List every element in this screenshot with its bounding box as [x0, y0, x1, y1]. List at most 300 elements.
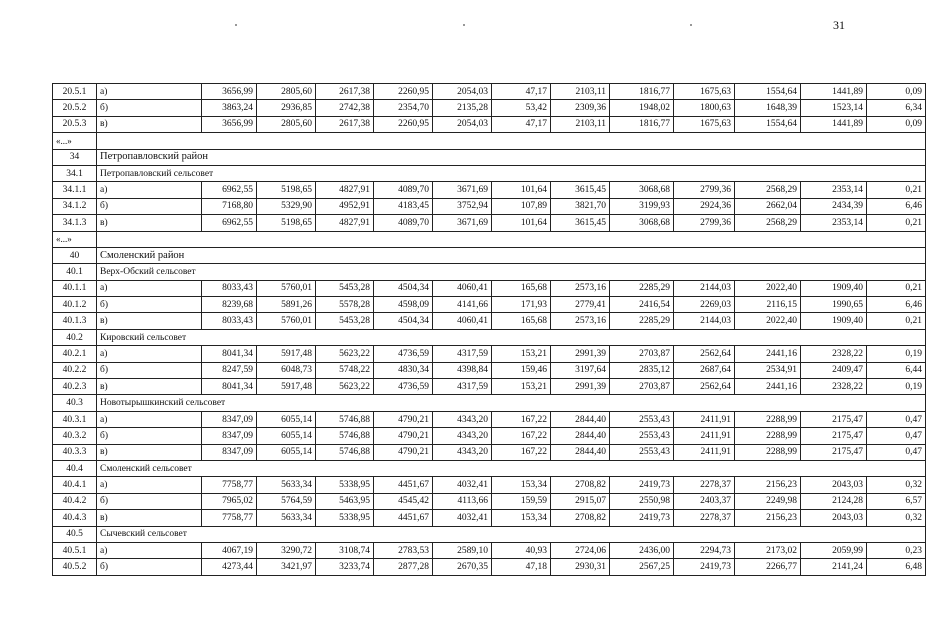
value-cell: 2799,36 [674, 215, 735, 231]
value-cell: 3615,45 [551, 215, 610, 231]
value-cell: 7965,02 [202, 493, 257, 509]
council-heading-row [53, 264, 926, 280]
value-cell: 4273,44 [202, 559, 257, 575]
value-cell: 2589,10 [433, 542, 492, 558]
table-row [53, 428, 926, 444]
value-cell: 2703,87 [610, 379, 674, 395]
value-cell: 4141,66 [433, 297, 492, 313]
value-cell: 5746,88 [316, 444, 374, 460]
value-cell: 2260,95 [374, 116, 433, 132]
table-row [53, 346, 926, 362]
value-cell: 5764,59 [257, 493, 316, 509]
value-cell: 6048,73 [257, 362, 316, 378]
scan-speck [463, 24, 465, 26]
value-cell: 5623,22 [316, 346, 374, 362]
row-code: 40.2.2 [53, 362, 97, 378]
value-cell: 4451,67 [374, 510, 433, 526]
row-variant: б) [97, 493, 202, 509]
value-cell: 2553,43 [610, 411, 674, 427]
row-variant: а) [97, 280, 202, 296]
row-variant: в) [97, 510, 202, 526]
value-cell: 8347,09 [202, 444, 257, 460]
row-code: 34.1.2 [53, 198, 97, 214]
value-cell: 2703,87 [610, 346, 674, 362]
value-cell: 2288,99 [735, 428, 801, 444]
value-cell: 4113,66 [433, 493, 492, 509]
value-cell: 2043,03 [801, 477, 867, 493]
value-cell: 5748,22 [316, 362, 374, 378]
council-title: Смоленский сельсовет [97, 460, 926, 476]
value-cell: 101,64 [492, 182, 551, 198]
table-body [53, 84, 926, 576]
row-variant: б) [97, 198, 202, 214]
table-row [53, 100, 926, 116]
council-heading-row [53, 329, 926, 345]
council-title: Петропавловский сельсовет [97, 165, 926, 181]
council-title: Кировский сельсовет [97, 329, 926, 345]
value-cell: 2567,25 [610, 559, 674, 575]
value-cell: 4504,34 [374, 280, 433, 296]
value-cell: 3068,68 [610, 215, 674, 231]
value-cell: 1648,39 [735, 100, 801, 116]
value-cell: 47,18 [492, 559, 551, 575]
value-cell: 2573,16 [551, 280, 610, 296]
value-cell: 5463,95 [316, 493, 374, 509]
row-code: 40.3.2 [53, 428, 97, 444]
value-cell: 2288,99 [735, 444, 801, 460]
value-cell: 2175,47 [801, 428, 867, 444]
value-cell: 5329,90 [257, 198, 316, 214]
value-cell: 5338,95 [316, 510, 374, 526]
value-cell: 40,93 [492, 542, 551, 558]
omission-blank [97, 133, 926, 149]
table-row [53, 477, 926, 493]
row-code: 20.5.3 [53, 116, 97, 132]
value-cell: 4827,91 [316, 182, 374, 198]
value-cell: 153,34 [492, 510, 551, 526]
value-cell: 2441,16 [735, 346, 801, 362]
table-row [53, 559, 926, 575]
row-code: 34.1.1 [53, 182, 97, 198]
row-variant: б) [97, 428, 202, 444]
value-cell: 4736,59 [374, 379, 433, 395]
value-cell: 101,64 [492, 215, 551, 231]
value-cell: 0,21 [867, 313, 926, 329]
value-cell: 2135,28 [433, 100, 492, 116]
row-code: 40.4.2 [53, 493, 97, 509]
value-cell: 0,09 [867, 84, 926, 100]
row-variant: в) [97, 313, 202, 329]
value-cell: 4343,20 [433, 411, 492, 427]
council-title: Верх-Обский сельсовет [97, 264, 926, 280]
value-cell: 3233,74 [316, 559, 374, 575]
value-cell: 167,22 [492, 411, 551, 427]
value-cell: 2936,85 [257, 100, 316, 116]
value-cell: 1909,40 [801, 313, 867, 329]
value-cell: 2805,60 [257, 116, 316, 132]
page-number: 31 [833, 18, 845, 32]
value-cell: 2103,11 [551, 84, 610, 100]
value-cell: 5453,28 [316, 280, 374, 296]
value-cell: 165,68 [492, 280, 551, 296]
council-code: 40.5 [53, 526, 97, 542]
council-code: 34.1 [53, 165, 97, 181]
value-cell: 107,89 [492, 198, 551, 214]
value-cell: 1816,77 [610, 84, 674, 100]
value-cell: 1441,89 [801, 116, 867, 132]
value-cell: 2175,47 [801, 411, 867, 427]
value-cell: 2144,03 [674, 280, 735, 296]
value-cell: 0,47 [867, 428, 926, 444]
value-cell: 8239,68 [202, 297, 257, 313]
omission-row [53, 133, 926, 149]
value-cell: 2278,37 [674, 510, 735, 526]
value-cell: 2550,98 [610, 493, 674, 509]
value-cell: 1554,64 [735, 116, 801, 132]
value-cell: 8347,09 [202, 428, 257, 444]
value-cell: 159,46 [492, 362, 551, 378]
table-row [53, 411, 926, 427]
value-cell: 2779,41 [551, 297, 610, 313]
value-cell: 5917,48 [257, 379, 316, 395]
value-cell: 6055,14 [257, 428, 316, 444]
value-cell: 2844,40 [551, 428, 610, 444]
row-variant: б) [97, 559, 202, 575]
value-cell: 3656,99 [202, 116, 257, 132]
value-cell: 2059,99 [801, 542, 867, 558]
value-cell: 1441,89 [801, 84, 867, 100]
value-cell: 2294,73 [674, 542, 735, 558]
district-code: 34 [53, 149, 97, 165]
value-cell: 4504,34 [374, 313, 433, 329]
value-cell: 7758,77 [202, 477, 257, 493]
value-cell: 2285,29 [610, 280, 674, 296]
council-title: Сычевский сельсовет [97, 526, 926, 542]
row-variant: а) [97, 411, 202, 427]
value-cell: 4343,20 [433, 444, 492, 460]
value-cell: 1800,63 [674, 100, 735, 116]
tariff-table [52, 83, 926, 576]
row-code: 40.2.1 [53, 346, 97, 362]
value-cell: 2411,91 [674, 428, 735, 444]
value-cell: 4089,70 [374, 215, 433, 231]
row-code: 40.3.1 [53, 411, 97, 427]
row-code: 40.5.1 [53, 542, 97, 558]
value-cell: 2573,16 [551, 313, 610, 329]
value-cell: 3290,72 [257, 542, 316, 558]
value-cell: 2411,91 [674, 444, 735, 460]
row-variant: в) [97, 116, 202, 132]
value-cell: 2434,39 [801, 198, 867, 214]
row-variant: а) [97, 182, 202, 198]
value-cell: 6055,14 [257, 411, 316, 427]
value-cell: 2924,36 [674, 198, 735, 214]
table-row [53, 313, 926, 329]
value-cell: 2835,12 [610, 362, 674, 378]
value-cell: 5633,34 [257, 477, 316, 493]
value-cell: 2534,91 [735, 362, 801, 378]
row-code: 20.5.1 [53, 84, 97, 100]
value-cell: 2441,16 [735, 379, 801, 395]
value-cell: 2266,77 [735, 559, 801, 575]
value-cell: 2022,40 [735, 313, 801, 329]
omission-marker: «...» [53, 231, 97, 247]
value-cell: 8247,59 [202, 362, 257, 378]
value-cell: 4183,45 [374, 198, 433, 214]
value-cell: 2708,82 [551, 477, 610, 493]
value-cell: 0,32 [867, 510, 926, 526]
value-cell: 2409,47 [801, 362, 867, 378]
value-cell: 2617,38 [316, 84, 374, 100]
value-cell: 159,59 [492, 493, 551, 509]
value-cell: 4790,21 [374, 411, 433, 427]
council-code: 40.4 [53, 460, 97, 476]
table-row [53, 362, 926, 378]
value-cell: 2288,99 [735, 411, 801, 427]
value-cell: 2144,03 [674, 313, 735, 329]
value-cell: 6,34 [867, 100, 926, 116]
value-cell: 5578,28 [316, 297, 374, 313]
value-cell: 3068,68 [610, 182, 674, 198]
value-cell: 0,21 [867, 182, 926, 198]
value-cell: 4451,67 [374, 477, 433, 493]
value-cell: 2269,03 [674, 297, 735, 313]
value-cell: 2328,22 [801, 379, 867, 395]
value-cell: 6,57 [867, 493, 926, 509]
value-cell: 4060,41 [433, 280, 492, 296]
value-cell: 2141,24 [801, 559, 867, 575]
value-cell: 6055,14 [257, 444, 316, 460]
value-cell: 8033,43 [202, 280, 257, 296]
value-cell: 7758,77 [202, 510, 257, 526]
council-code: 40.1 [53, 264, 97, 280]
value-cell: 5338,95 [316, 477, 374, 493]
value-cell: 2353,14 [801, 215, 867, 231]
value-cell: 2116,15 [735, 297, 801, 313]
value-cell: 2285,29 [610, 313, 674, 329]
value-cell: 4598,09 [374, 297, 433, 313]
value-cell: 2103,11 [551, 116, 610, 132]
row-code: 40.1.1 [53, 280, 97, 296]
value-cell: 3197,64 [551, 362, 610, 378]
omission-marker: «...» [53, 133, 97, 149]
row-code: 40.4.1 [53, 477, 97, 493]
value-cell: 2309,36 [551, 100, 610, 116]
value-cell: 2553,43 [610, 428, 674, 444]
council-heading-row [53, 526, 926, 542]
value-cell: 4343,20 [433, 428, 492, 444]
value-cell: 2553,43 [610, 444, 674, 460]
value-cell: 167,22 [492, 428, 551, 444]
value-cell: 2844,40 [551, 411, 610, 427]
value-cell: 2617,38 [316, 116, 374, 132]
value-cell: 0,21 [867, 215, 926, 231]
district-title: Смоленский район [97, 247, 926, 263]
value-cell: 2991,39 [551, 379, 610, 395]
row-code: 40.3.3 [53, 444, 97, 460]
row-variant: в) [97, 444, 202, 460]
value-cell: 6,46 [867, 297, 926, 313]
value-cell: 2844,40 [551, 444, 610, 460]
value-cell: 0,32 [867, 477, 926, 493]
value-cell: 2805,60 [257, 84, 316, 100]
row-variant: а) [97, 84, 202, 100]
value-cell: 4830,34 [374, 362, 433, 378]
value-cell: 4317,59 [433, 379, 492, 395]
value-cell: 5453,28 [316, 313, 374, 329]
value-cell: 1675,63 [674, 84, 735, 100]
value-cell: 2411,91 [674, 411, 735, 427]
value-cell: 4032,41 [433, 477, 492, 493]
value-cell: 2416,54 [610, 297, 674, 313]
value-cell: 2403,37 [674, 493, 735, 509]
value-cell: 0,21 [867, 280, 926, 296]
row-variant: а) [97, 542, 202, 558]
value-cell: 2708,82 [551, 510, 610, 526]
value-cell: 1523,14 [801, 100, 867, 116]
value-cell: 7168,80 [202, 198, 257, 214]
value-cell: 2328,22 [801, 346, 867, 362]
value-cell: 3656,99 [202, 84, 257, 100]
value-cell: 5198,65 [257, 215, 316, 231]
value-cell: 2562,64 [674, 379, 735, 395]
row-variant: в) [97, 379, 202, 395]
table-row [53, 493, 926, 509]
district-title: Петропавловский район [97, 149, 926, 165]
value-cell: 4060,41 [433, 313, 492, 329]
row-code: 40.4.3 [53, 510, 97, 526]
council-code: 40.2 [53, 329, 97, 345]
value-cell: 2799,36 [674, 182, 735, 198]
value-cell: 0,23 [867, 542, 926, 558]
value-cell: 2742,38 [316, 100, 374, 116]
value-cell: 2419,73 [674, 559, 735, 575]
value-cell: 4089,70 [374, 182, 433, 198]
value-cell: 3671,69 [433, 182, 492, 198]
value-cell: 4032,41 [433, 510, 492, 526]
table-row [53, 542, 926, 558]
value-cell: 3671,69 [433, 215, 492, 231]
value-cell: 6,44 [867, 362, 926, 378]
table-row [53, 280, 926, 296]
value-cell: 3615,45 [551, 182, 610, 198]
row-code: 20.5.2 [53, 100, 97, 116]
value-cell: 6,46 [867, 198, 926, 214]
value-cell: 2568,29 [735, 215, 801, 231]
value-cell: 2687,64 [674, 362, 735, 378]
value-cell: 4790,21 [374, 444, 433, 460]
value-cell: 2991,39 [551, 346, 610, 362]
value-cell: 3421,97 [257, 559, 316, 575]
value-cell: 47,17 [492, 84, 551, 100]
value-cell: 2930,31 [551, 559, 610, 575]
row-code: 40.1.2 [53, 297, 97, 313]
value-cell: 6,48 [867, 559, 926, 575]
omission-blank [97, 231, 926, 247]
value-cell: 2568,29 [735, 182, 801, 198]
value-cell: 1909,40 [801, 280, 867, 296]
value-cell: 2670,35 [433, 559, 492, 575]
value-cell: 153,34 [492, 477, 551, 493]
value-cell: 2915,07 [551, 493, 610, 509]
value-cell: 8033,43 [202, 313, 257, 329]
value-cell: 5746,88 [316, 411, 374, 427]
value-cell: 5633,34 [257, 510, 316, 526]
value-cell: 0,47 [867, 411, 926, 427]
row-variant: в) [97, 215, 202, 231]
value-cell: 2419,73 [610, 510, 674, 526]
value-cell: 2175,47 [801, 444, 867, 460]
row-variant: б) [97, 297, 202, 313]
value-cell: 5760,01 [257, 280, 316, 296]
value-cell: 3108,74 [316, 542, 374, 558]
district-heading-row [53, 247, 926, 263]
value-cell: 0,09 [867, 116, 926, 132]
row-variant: б) [97, 362, 202, 378]
council-heading-row [53, 460, 926, 476]
value-cell: 47,17 [492, 116, 551, 132]
value-cell: 5891,26 [257, 297, 316, 313]
value-cell: 153,21 [492, 346, 551, 362]
row-code: 40.2.3 [53, 379, 97, 395]
value-cell: 2054,03 [433, 84, 492, 100]
value-cell: 2124,28 [801, 493, 867, 509]
value-cell: 5198,65 [257, 182, 316, 198]
value-cell: 167,22 [492, 444, 551, 460]
row-code: 34.1.3 [53, 215, 97, 231]
row-variant: а) [97, 346, 202, 362]
value-cell: 3199,93 [610, 198, 674, 214]
value-cell: 4545,42 [374, 493, 433, 509]
table-row [53, 379, 926, 395]
value-cell: 4790,21 [374, 428, 433, 444]
council-heading-row [53, 395, 926, 411]
value-cell: 6962,55 [202, 215, 257, 231]
value-cell: 4736,59 [374, 346, 433, 362]
row-variant: б) [97, 100, 202, 116]
value-cell: 2043,03 [801, 510, 867, 526]
table-row [53, 215, 926, 231]
value-cell: 5623,22 [316, 379, 374, 395]
table-row [53, 510, 926, 526]
value-cell: 3752,94 [433, 198, 492, 214]
value-cell: 2022,40 [735, 280, 801, 296]
value-cell: 1554,64 [735, 84, 801, 100]
value-cell: 2877,28 [374, 559, 433, 575]
scan-speck [690, 24, 692, 26]
value-cell: 2662,04 [735, 198, 801, 214]
value-cell: 1816,77 [610, 116, 674, 132]
omission-row [53, 231, 926, 247]
value-cell: 5760,01 [257, 313, 316, 329]
table-row [53, 116, 926, 132]
value-cell: 2054,03 [433, 116, 492, 132]
table-row [53, 182, 926, 198]
district-heading-row [53, 149, 926, 165]
value-cell: 165,68 [492, 313, 551, 329]
value-cell: 0,19 [867, 379, 926, 395]
value-cell: 4827,91 [316, 215, 374, 231]
value-cell: 4952,91 [316, 198, 374, 214]
table-row [53, 444, 926, 460]
value-cell: 8041,34 [202, 346, 257, 362]
value-cell: 4067,19 [202, 542, 257, 558]
value-cell: 4317,59 [433, 346, 492, 362]
row-code: 40.1.3 [53, 313, 97, 329]
value-cell: 8041,34 [202, 379, 257, 395]
value-cell: 2354,70 [374, 100, 433, 116]
council-title: Новотырышкинский сельсовет [97, 395, 926, 411]
